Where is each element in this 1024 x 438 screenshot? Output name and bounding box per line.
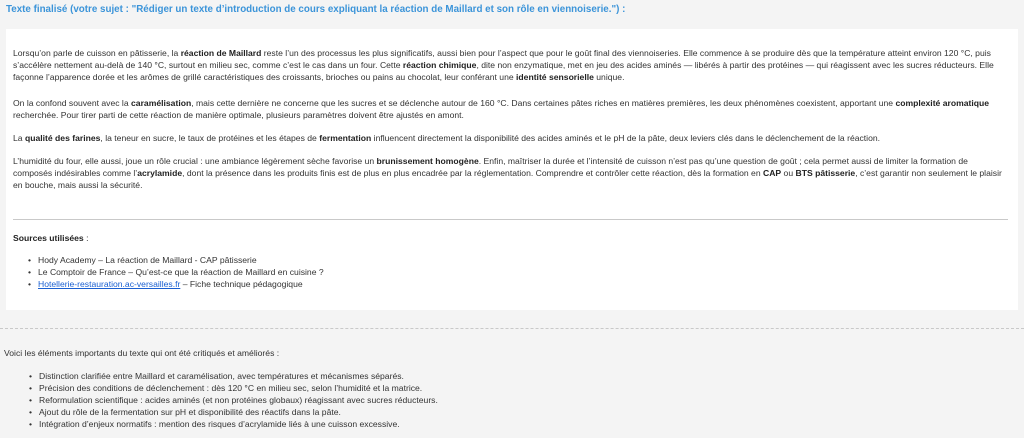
final-text-card: [6, 29, 1018, 310]
source-item: • Hotellerie-restauration.ac-versailles.fr – Fiche technique pédagogique: [38, 278, 324, 290]
bold-term: complexité aromatique: [895, 98, 990, 108]
improvement-item: • Reformulation scientifique : acides aminés (et non protéines globaux) réagissant avec sucres réducteurs.: [39, 394, 438, 406]
response-heading: Texte finalisé (votre sujet : "Rédiger un texte d’introduction de cours expliquant la réaction de Maillard et son rôle en viennoiserie.") :: [6, 4, 626, 15]
sources-list: [38, 254, 324, 290]
bold-term: BTS pâtisserie: [795, 168, 856, 178]
section-separator: [0, 328, 1024, 329]
text-run: ou: [781, 168, 796, 178]
bold-term: caramélisation: [131, 98, 192, 108]
text-run: influencent directement la disponibilité des acides aminés et le pH de la pâte, deux leviers clés dans le déclenchement de la réaction.: [371, 133, 881, 143]
text-run: , dont la présence dans les produits finis est de plus en plus encadrée par la réglementation. Comprendre et contrôler cette réaction, dès la formation en: [182, 168, 763, 178]
bold-term: CAP: [763, 168, 782, 178]
text-run: recherchée. Pour tirer parti de cette réaction de manière optimale, plusieurs paramètres doivent être ajustés en amont.: [13, 110, 464, 120]
text-run: La: [13, 133, 25, 143]
bold-term: identité sensorielle: [516, 72, 594, 82]
bold-term: acrylamide: [137, 168, 183, 178]
improvement-item: • Intégration d’enjeux normatifs : mention des risques d’acrylamide liés à une cuisson excessive.: [39, 418, 438, 430]
text-run: On la confond souvent avec la: [13, 98, 132, 108]
text-run: L’humidité du four, elle aussi, joue un rôle crucial : une ambiance légèrement sèche favorise un: [13, 156, 377, 166]
text-run: . Enfin, maîtriser la durée et l’intensité de cuisson n’est pas qu’une question de goût ; cela permet aussi de limiter la formation de composés indésirables comme l’: [13, 156, 968, 178]
bold-term: fermentation: [319, 133, 372, 143]
source-item: • Hody Academy – La réaction de Maillard - CAP pâtisserie: [38, 254, 324, 266]
bold-term: réaction chimique: [402, 60, 477, 70]
paragraph-farines: [13, 132, 1008, 144]
text-run: , la teneur en sucre, le taux de protéines et les étapes de: [100, 133, 320, 143]
source-link-versailles[interactable]: Hotellerie-restauration.ac-versailles.fr: [38, 279, 181, 289]
improvement-item: • Distinction clarifiée entre Maillard et caramélisation, avec températures et mécanismes séparés.: [39, 370, 438, 382]
text-run: Lorsqu’on parle de cuisson en pâtisserie, la: [13, 48, 181, 58]
paragraph-caramelisation: [13, 97, 1008, 121]
improvement-item: • Ajout du rôle de la fermentation sur pH et disponibilité des réactifs dans la pâte.: [39, 406, 438, 418]
divider: [13, 219, 1008, 220]
bold-term: brunissement homogène: [376, 156, 479, 166]
bold-term: réaction de Maillard: [180, 48, 262, 58]
paragraph-humidite: [13, 155, 1008, 191]
text-run: , dite non enzymatique, met en jeu des acides aminés — libérés à partir des protéines — qui réagissent avec les sucres réducteurs. Elle façonne l’apparence dorée et les arômes de grillé caractéristiques des croissants, brioches ou pains au chocolat, leur conférant une: [13, 60, 994, 82]
improvement-item: • Précision des conditions de déclenchement : dès 120 °C en milieu sec, selon l’humidité et la matrice.: [39, 382, 438, 394]
text-run: reste l’un des processus les plus significatifs, aussi bien pour l’aspect que pour le goût final des viennoiseries. Elle commence à se produire dès que la température atteint environ 120 °C, puis s’accélère nettement au-delà de 140 °C, surtout en milieu sec, comme c’est le cas dans un four. Cette: [13, 48, 991, 70]
improvements-title: Voici les éléments importants du texte qui ont été critiqués et améliorés :: [4, 348, 280, 358]
improvements-list: [39, 370, 438, 430]
text-run: , mais cette dernière ne concerne que les sucres et se déclenche autour de 160 °C. Dans certaines pâtes riches en matières premières, les deux phénomènes coexistent, apportant une: [191, 98, 896, 108]
paragraph-maillard-intro: [13, 47, 1008, 83]
text-run: unique.: [593, 72, 625, 82]
bold-term: qualité des farines: [24, 133, 101, 143]
text-run: , c’est garantir non seulement le plaisir en bouche, mais aussi la sécurité.: [13, 168, 1002, 190]
source-item: • Le Comptoir de France – Qu’est-ce que la réaction de Maillard en cuisine ?: [38, 266, 324, 278]
sources-title: Sources utilisées :: [13, 233, 89, 243]
